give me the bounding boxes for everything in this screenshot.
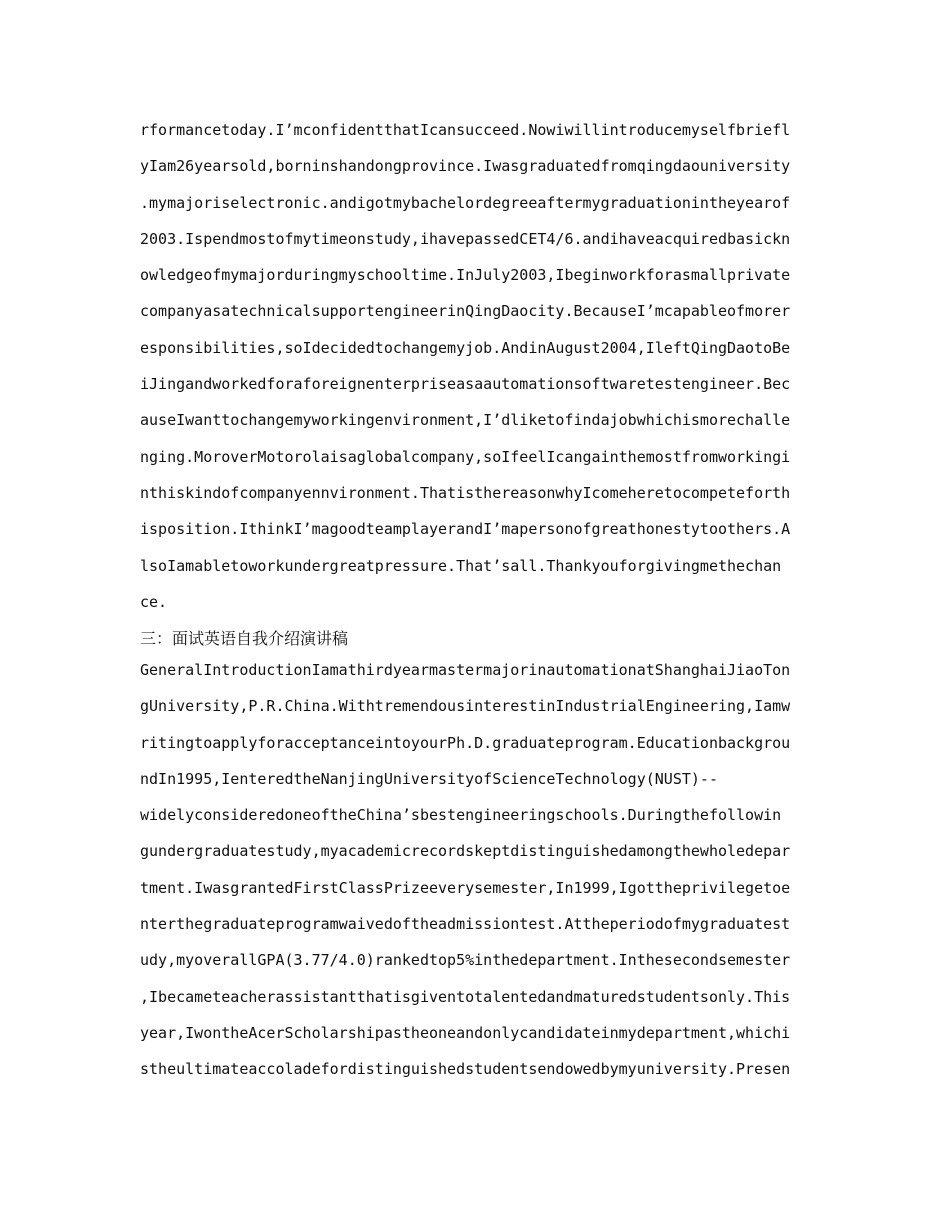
text-line: nthiskindofcompanyennvironment.ThatisthereasonwhyIcomeheretocompeteforth	[140, 483, 791, 502]
text-line: nging.MoroverMotorolaisaglobalcompany,soIfeelIcangainthemostfromworkingi	[140, 447, 791, 466]
text-line: rformancetoday.I’mconfidentthatIcansucceed.Nowiwillintroducemyselfbriefl	[140, 121, 791, 139]
text-line: iJingandworkedforaforeignenterpriseasaautomationsoftwaretestengineer.Bec	[140, 375, 791, 394]
text-line: companyasatechnicalsupportengineerinQingDaocity.BecauseI’mcapableofmorer	[140, 302, 791, 321]
text-line: tment.IwasgrantedFirstClassPrizeeverysemester,In1999,Igottheprivilegetoe	[140, 878, 791, 897]
text-line: .mymajoriselectronic.andigotmybachelordegreeaftermygraduationintheyearof	[140, 193, 791, 212]
text-line: year,IwontheAcerScholarshipastheoneandonlycandidateinmydepartment,whichi	[140, 1023, 791, 1042]
paragraph-general-introduction	[140, 652, 812, 1088]
section-heading: 三：面试英语自我介绍演讲稿	[140, 629, 349, 648]
text-line: owledgeofmymajorduringmyschooltime.InJuly2003,Ibeginworkforasmallprivate	[140, 266, 791, 285]
paragraph-self-introduction	[140, 112, 812, 620]
text-line: lsoIamabletoworkundergreatpressure.That’sall.Thankyouforgivingmethechan	[140, 556, 782, 575]
text-line: nterthegraduateprogramwaivedoftheadmissiontest.Attheperiodofmygraduatest	[140, 915, 791, 934]
text-line: ce.	[140, 592, 168, 611]
text-line: yIam26yearsold,borninshandongprovince.Iwasgraduatedfromqingdaouniversity	[140, 157, 791, 176]
text-line: GeneralIntroductionIamathirdyearmastermajorinautomationatShanghaiJiaoTon	[140, 661, 791, 679]
text-line: ,Ibecameteacherassistantthatisgiventotalentedandmaturedstudentsonly.This	[140, 987, 791, 1006]
text-line: gUniversity,P.R.China.WithtremendousinterestinIndustrialEngineering,Iamw	[140, 697, 791, 716]
text-line: widelyconsideredoneoftheChina’sbestengineeringschools.Duringthefollowin	[140, 806, 782, 825]
text-line: ritingtoapplyforacceptanceintoyourPh.D.graduateprogram.Educationbackgrou	[140, 733, 791, 752]
text-line: stheultimateaccoladefordistinguishedstudentsendowedbymyuniversity.Presen	[140, 1060, 791, 1079]
text-line: auseIwanttochangemyworkingenvironment,I’dliketofindajobwhichismorechalle	[140, 411, 791, 430]
text-line: gundergraduatestudy,myacademicrecordskeptdistinguishedamongthewholedepar	[140, 842, 791, 861]
text-line: isposition.IthinkI’magoodteamplayerandI’mapersonofgreathonestytoothers.A	[140, 520, 791, 539]
text-line: 2003.Ispendmostofmytimeonstudy,ihavepassedCET4/6.andihaveacquiredbasickn	[140, 229, 791, 248]
text-line: udy,myoverallGPA(3.77/4.0)rankedtop5%inthedepartment.Inthesecondsemester	[140, 951, 791, 970]
text-line: esponsibilities,soIdecidedtochangemyjob.AndinAugust2004,IleftQingDaotoBe	[140, 338, 791, 357]
text-line: ndIn1995,IenteredtheNanjingUniversityofScienceTechnology(NUST)--	[140, 769, 718, 788]
